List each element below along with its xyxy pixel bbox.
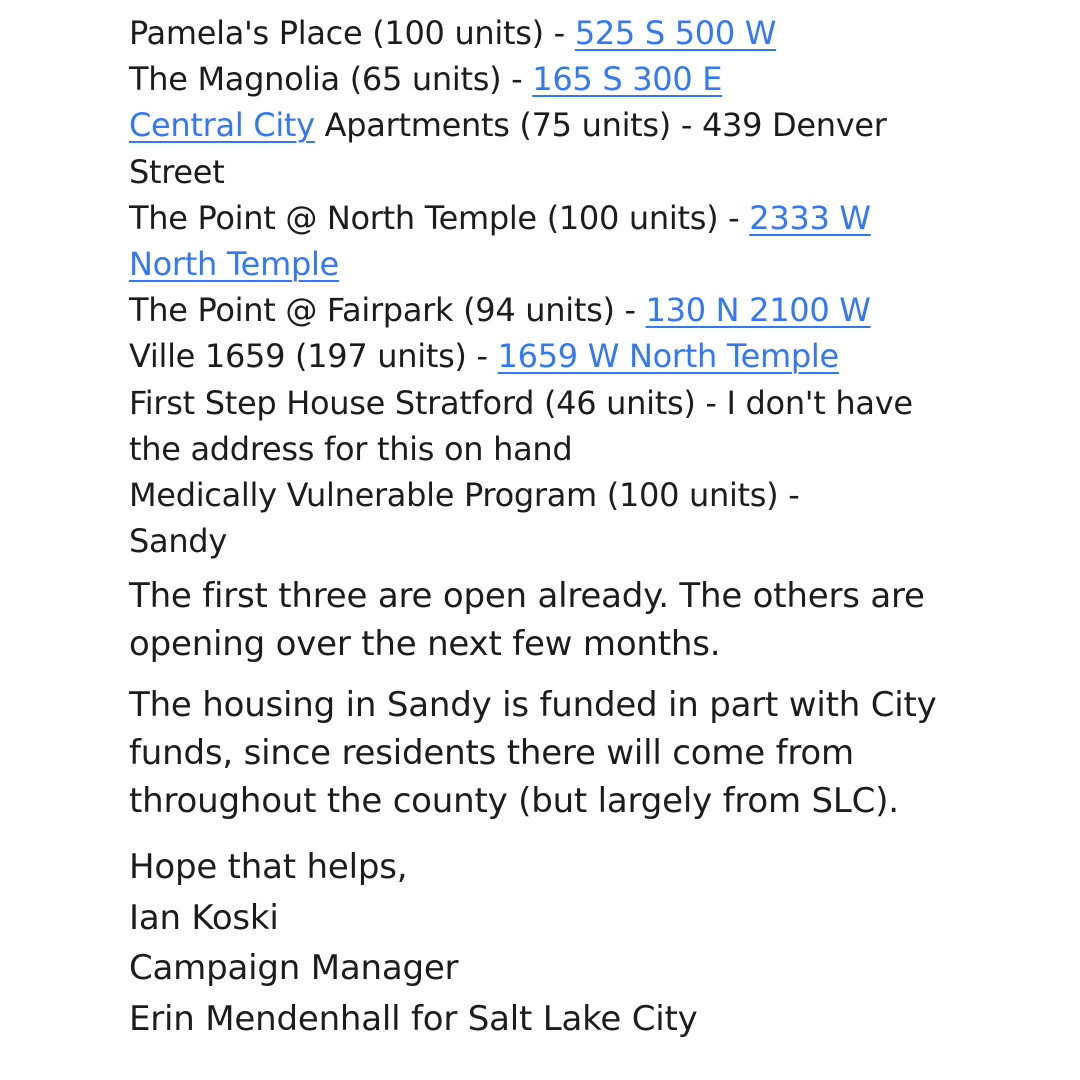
list-item — [129, 333, 949, 379]
listing-name: Pamela's Place (100 units) - — [129, 14, 575, 52]
list-item — [129, 10, 949, 56]
signature-block — [129, 842, 1029, 1044]
address-link[interactable]: 525 S 500 W — [574, 14, 777, 52]
listing-details: Apartments (75 units) - 439 Denver Street — [129, 106, 887, 191]
signature-name: Ian Koski — [129, 897, 279, 938]
listing-text: Medically Vulnerable Program (100 units) - Sandy — [129, 476, 800, 561]
listing-name: The Point @ North Temple (100 units) - — [129, 198, 750, 237]
list-item — [129, 287, 949, 333]
list-item — [129, 56, 949, 102]
status-paragraph: The first three are open already. The others are opening over the next few months. — [129, 576, 925, 665]
address-link[interactable]: 2333 W North Temple — [129, 198, 871, 284]
housing-list — [129, 10, 1029, 564]
listing-text: First Step House Stratford (46 units) - I don't have the address for this on hand — [129, 383, 913, 468]
list-item — [129, 472, 874, 564]
central-city-link[interactable]: Central City — [129, 106, 315, 145]
address-link[interactable]: 1659 W North Temple — [497, 337, 839, 376]
listing-name: The Magnolia (65 units) - — [129, 60, 533, 99]
list-item — [129, 380, 919, 472]
signature-title: Campaign Manager — [129, 948, 459, 989]
address-link[interactable]: 165 S 300 E — [532, 60, 723, 99]
funding-paragraph: The housing in Sandy is funded in part with City funds, since residents there will come from throughout the county (but largely from SLC). — [129, 685, 937, 822]
listing-name: Ville 1659 (197 units) - — [129, 337, 498, 376]
address-link[interactable]: 130 N 2100 W — [645, 291, 871, 330]
list-item — [129, 195, 949, 287]
signature-closing: Hope that helps, — [129, 847, 408, 888]
email-body — [129, 10, 1029, 1044]
signature-organization: Erin Mendenhall for Salt Lake City — [129, 998, 698, 1039]
listing-name: The Point @ Fairpark (94 units) - — [129, 291, 646, 330]
list-item — [129, 102, 949, 194]
